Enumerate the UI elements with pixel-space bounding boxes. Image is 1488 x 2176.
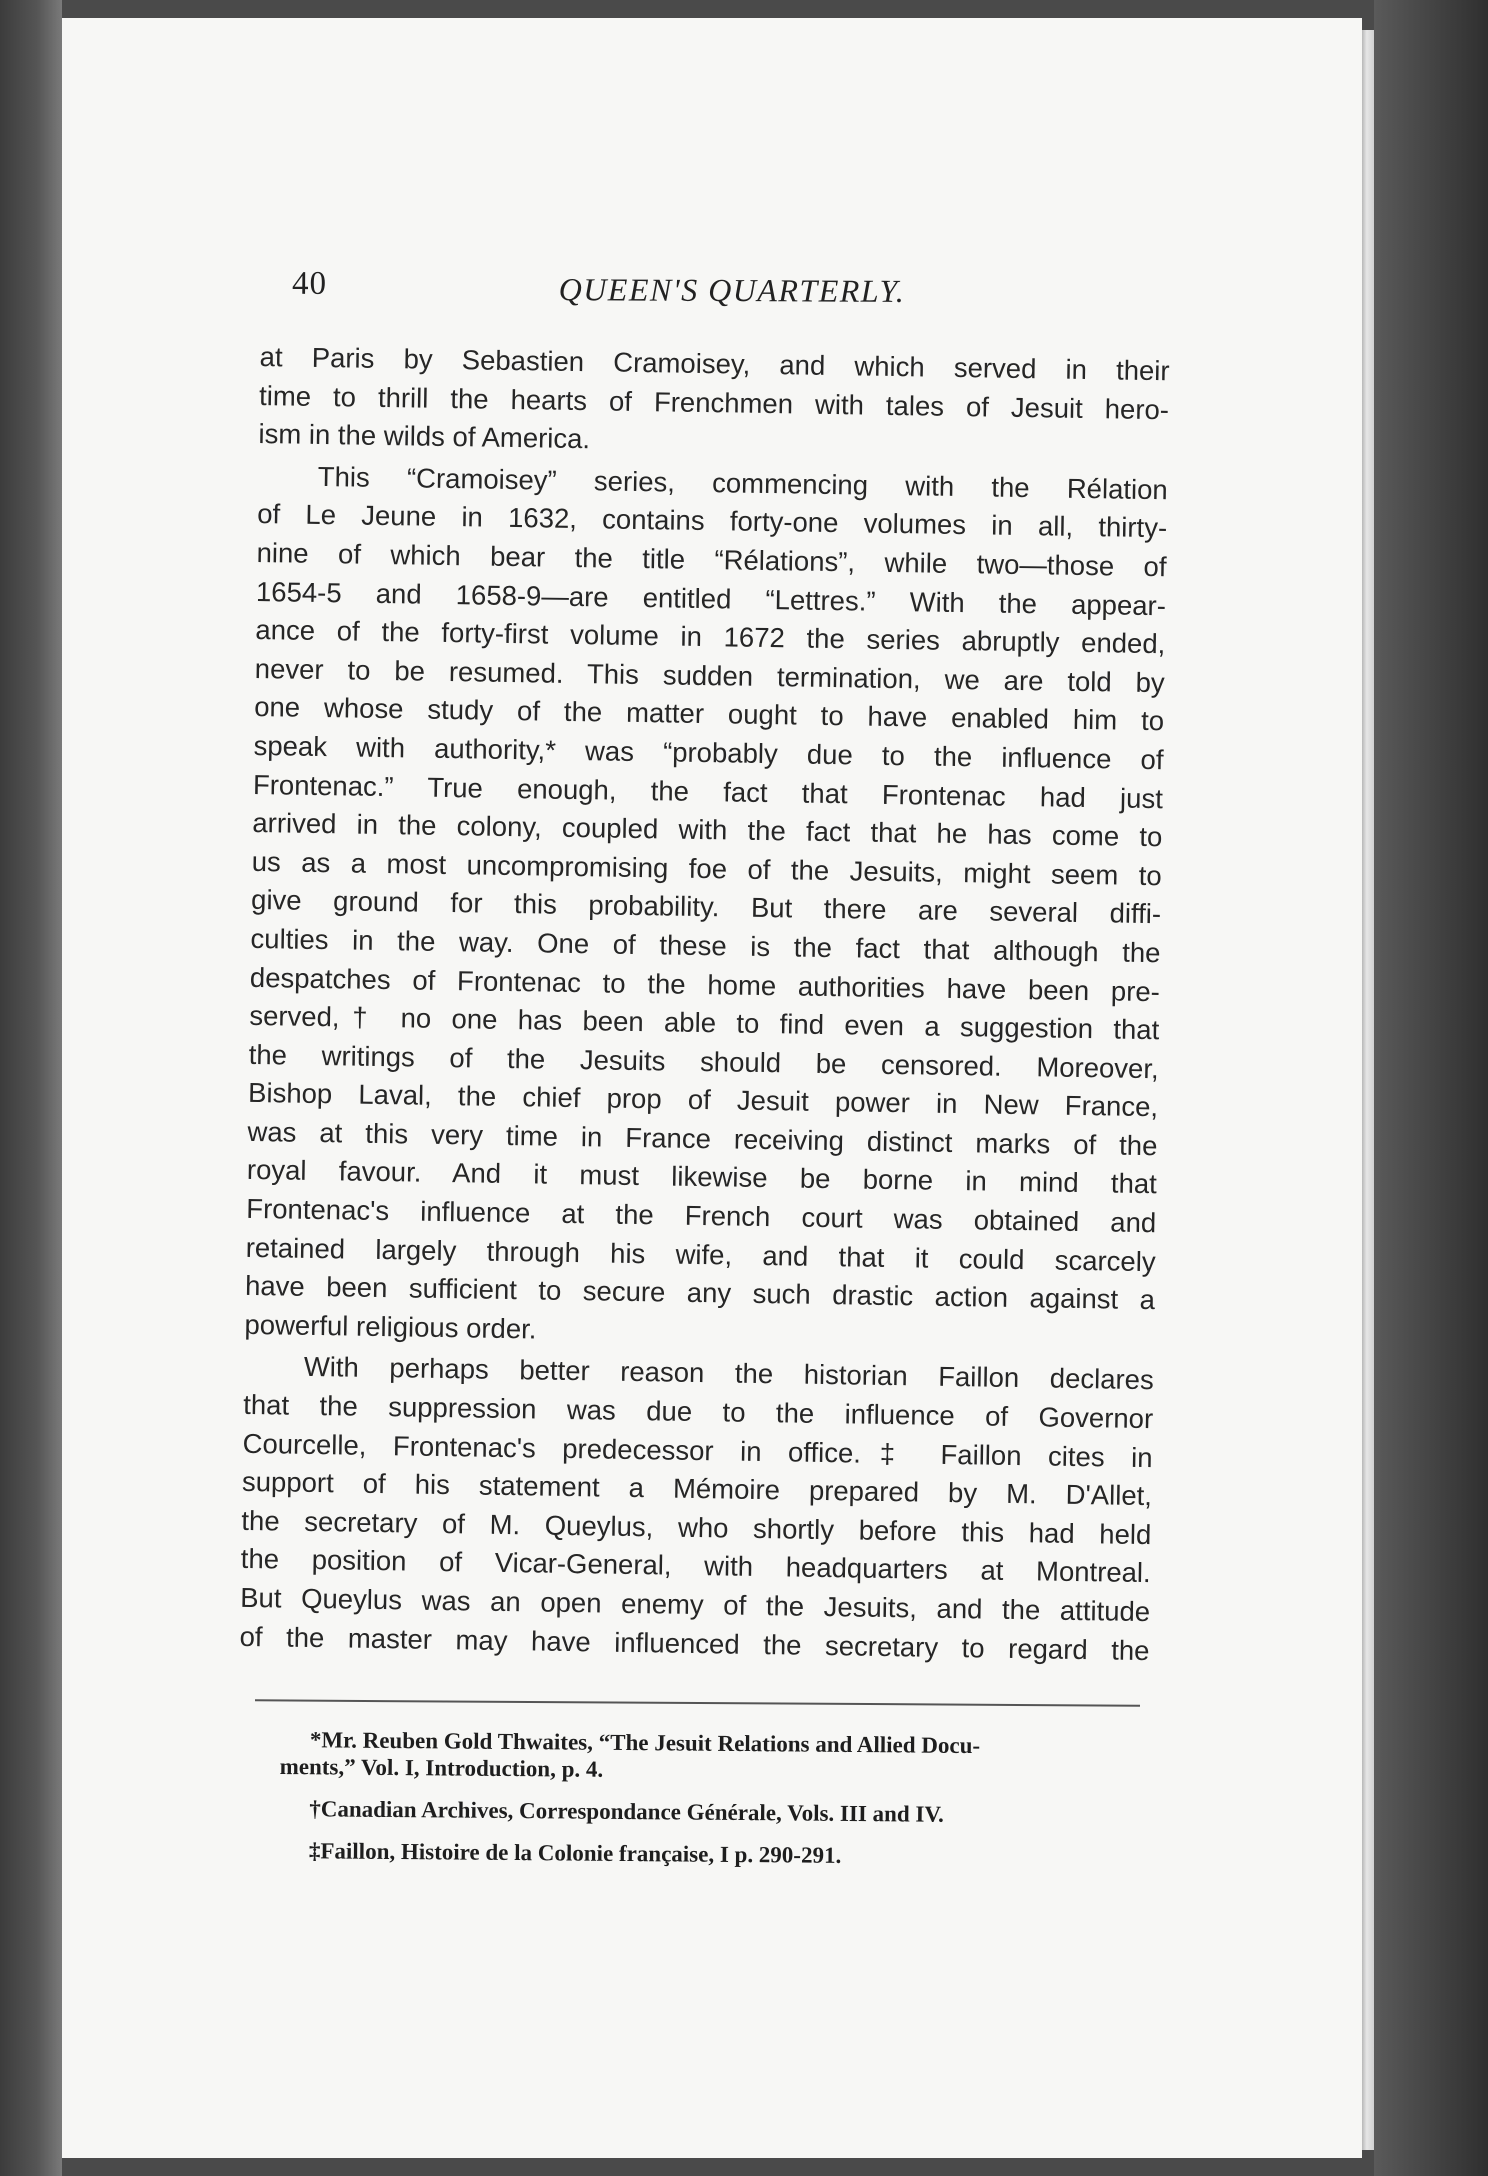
- text-line: Courcelle, Frontenac's predecessor in office.‡ Faillon cites in: [242, 1427, 1153, 1473]
- text-line: one whose study of the matter ought to have enabled him to: [253, 691, 1165, 737]
- text-line: the position of Vicar-General, with headquarters at Montreal.: [240, 1543, 1151, 1589]
- text-line: support of his statement a Mémoire prepared by M. D'Allet,: [241, 1466, 1153, 1512]
- footnote-2: †Canadian Archives, Correspondance Générale, Vols. III and IV.: [309, 1796, 944, 1827]
- text-line: never to be resumed. This sudden termination, we are told by: [254, 652, 1165, 699]
- text-line: the writings of the Jesuits should be censored. Moreover,: [248, 1038, 1159, 1084]
- text-line: that the suppression was due to the influence of Governor: [243, 1388, 1154, 1435]
- text-line: of Le Jeune in 1632, contains forty-one volumes in all, thirty-: [256, 498, 1168, 544]
- text-line: royal favour. And it must likewise be borne in mind that: [246, 1154, 1158, 1200]
- text-line: was at this very time in France receiving distinct marks of the: [247, 1115, 1158, 1162]
- footnote-1-line-1: *Mr. Reuben Gold Thwaites, “The Jesuit Relations and Allied Docu-: [309, 1727, 981, 1759]
- footnote-1-line-2: ments,” Vol. I, Introduction, p. 4.: [279, 1753, 604, 1782]
- text-line: This “Cramoisey” series, commencing with the Rélation: [317, 460, 1168, 506]
- text-line: speak with authority,* was “probably due to the influence of: [253, 729, 1164, 776]
- page-number: 40: [291, 265, 328, 302]
- text-line: have been sufficient to secure any such drastic action against a: [244, 1270, 1156, 1316]
- text-line: served,† no one has been able to find even a suggestion that: [249, 1000, 1160, 1046]
- text-line: ism in the wilds of America.: [258, 418, 591, 455]
- page-header: [292, 266, 1172, 315]
- text-line: of the master may have influenced the secretary to regard the: [239, 1620, 1150, 1666]
- text-line: culties in the way. One of these is the fact that although the: [250, 922, 1161, 969]
- text-line: time to thrill the hearts of Frenchmen with tales of Jesuit hero-: [258, 379, 1170, 425]
- footnote-1: [280, 1726, 1140, 1788]
- text-line: Bishop Laval, the chief prop of Jesuit power in New France,: [247, 1077, 1159, 1123]
- running-head: QUEEN'S QUARTERLY.: [558, 271, 906, 309]
- text-line: But Queylus was an open enemy of the Jesuits, and the attitude: [239, 1581, 1151, 1628]
- text-line: at Paris by Sebastien Cramoisey, and which served in their: [259, 340, 1170, 387]
- text-line: retained largely through his wife, and that it could scarcely: [245, 1231, 1156, 1277]
- text-line: nine of which bear the title “Rélations”, while two—those of: [256, 536, 1167, 583]
- text-line: despatches of Frontenac to the home authorities have been pre-: [249, 961, 1161, 1007]
- page-binding-edge: [1362, 30, 1374, 2150]
- text-line: Frontenac.” True enough, the fact that Frontenac had just: [252, 768, 1164, 814]
- scan-margin-right: [1374, 0, 1488, 2176]
- text-line: give ground for this probability. But there are several diffi-: [250, 884, 1162, 930]
- text-line: powerful religious order.: [244, 1308, 537, 1345]
- text-line: arrived in the colony, coupled with the fact that he has come to: [252, 807, 1163, 853]
- footnotes: [279, 1726, 1140, 1886]
- text-line: With perhaps better reason the historian Faillon declares: [303, 1351, 1154, 1396]
- text-line: the secretary of M. Queylus, who shortly before this had held: [241, 1504, 1152, 1550]
- body-text: [239, 338, 1170, 1670]
- text-line: 1654-5 and 1658-9—are entitled “Lettres.” With the appear-: [255, 575, 1167, 621]
- text-line: Frontenac's influence at the French court was obtained and: [246, 1192, 1157, 1239]
- footnote-3: ‡Faillon, Histoire de la Colonie française, I p. 290-291.: [308, 1838, 842, 1868]
- text-line: ance of the forty-first volume in 1672 the series abruptly ended,: [255, 614, 1166, 660]
- text-line: us as a most uncompromising foe of the Jesuits, might seem to: [251, 845, 1162, 891]
- scan-margin-left: [0, 0, 62, 2176]
